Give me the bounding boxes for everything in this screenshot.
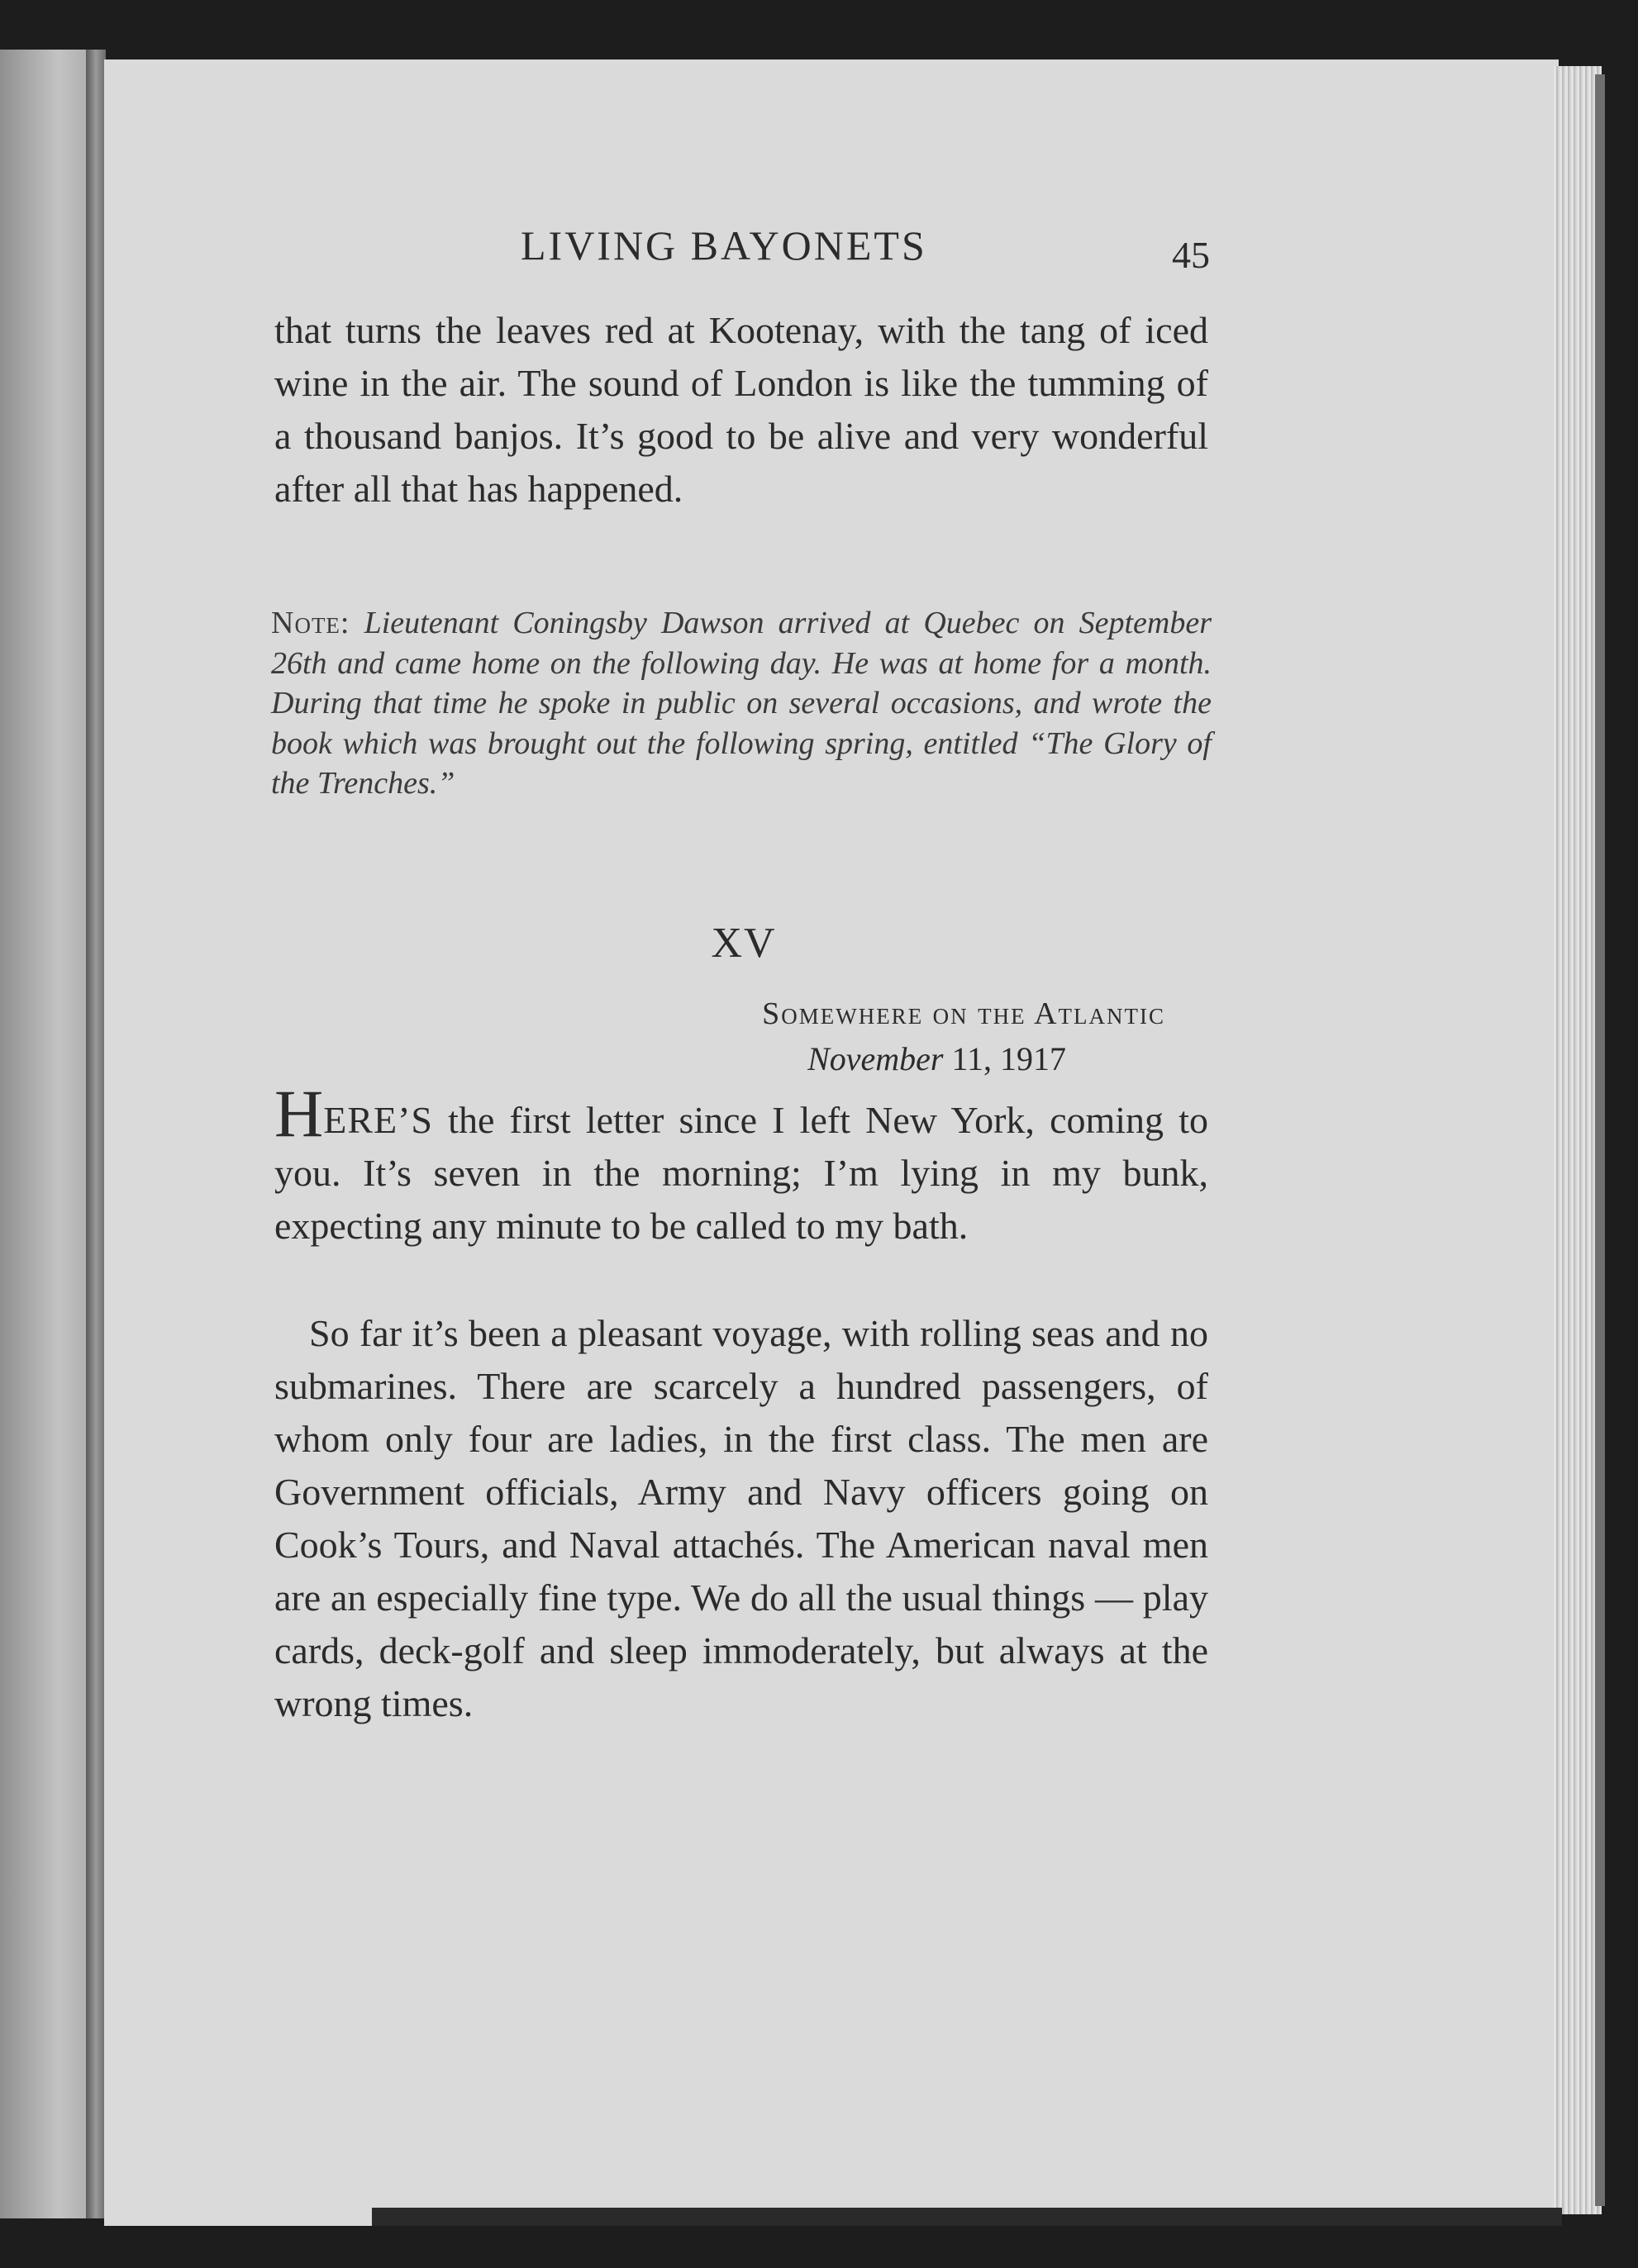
facing-page-edge — [0, 50, 98, 2218]
continuation-paragraph: that turns the leaves red at Kootenay, with the tang of iced wine in the air. The sound of London is like the tumming of a thousand banjos. It’s good to be alive and very wonderful after all that has happened. — [274, 309, 1208, 510]
note-label: Note: — [271, 606, 350, 640]
chapter-number: XV — [711, 920, 777, 967]
page-stack-shadow — [1595, 74, 1605, 2206]
letter-second-paragraph: So far it’s been a pleasant voyage, with rolling seas and no submarines. There are scarcely a hundred passengers, of whom only four are ladies, in the first class. The men are Government officials, Army and Navy officers going on Cook’s Tours, and Naval attachés. The American naval men are an especially fine type. We do all the usual things — play cards, deck-golf and sleep immoderately, but always at the wrong times. — [274, 1312, 1208, 1724]
letter-place: Somewhere on the Atlantic — [762, 996, 1165, 1031]
letter-date — [653, 1039, 1066, 1078]
book-gutter — [86, 50, 106, 2218]
page-number: 45 — [1172, 234, 1210, 276]
editorial-note — [271, 603, 1212, 804]
letter-date-rest: 11, 1917 — [951, 1040, 1066, 1077]
first-word-small-caps: ERE’S — [323, 1099, 433, 1141]
running-head: LIVING BAYONETS — [521, 222, 927, 269]
letter-first-paragraph — [274, 1076, 1208, 1253]
drop-cap: H — [274, 1076, 324, 1151]
note-text: Lieutenant Coningsby Dawson arrived at Quebec on September 26th and came home on the following day. He was at home for a month. During that time he spoke in public on several occasions, and wrote the book which was brought out the following spring, entitled “The Glory of the Trenches.” — [271, 606, 1212, 801]
first-paragraph-text: the first letter since I left New York, coming to you. It’s seven in the morning; I’m lying in my bunk, expecting any minute to be called to my bath. — [274, 1099, 1208, 1247]
page-bottom-shadow — [372, 2208, 1562, 2226]
letter-date-month: November — [807, 1040, 944, 1077]
